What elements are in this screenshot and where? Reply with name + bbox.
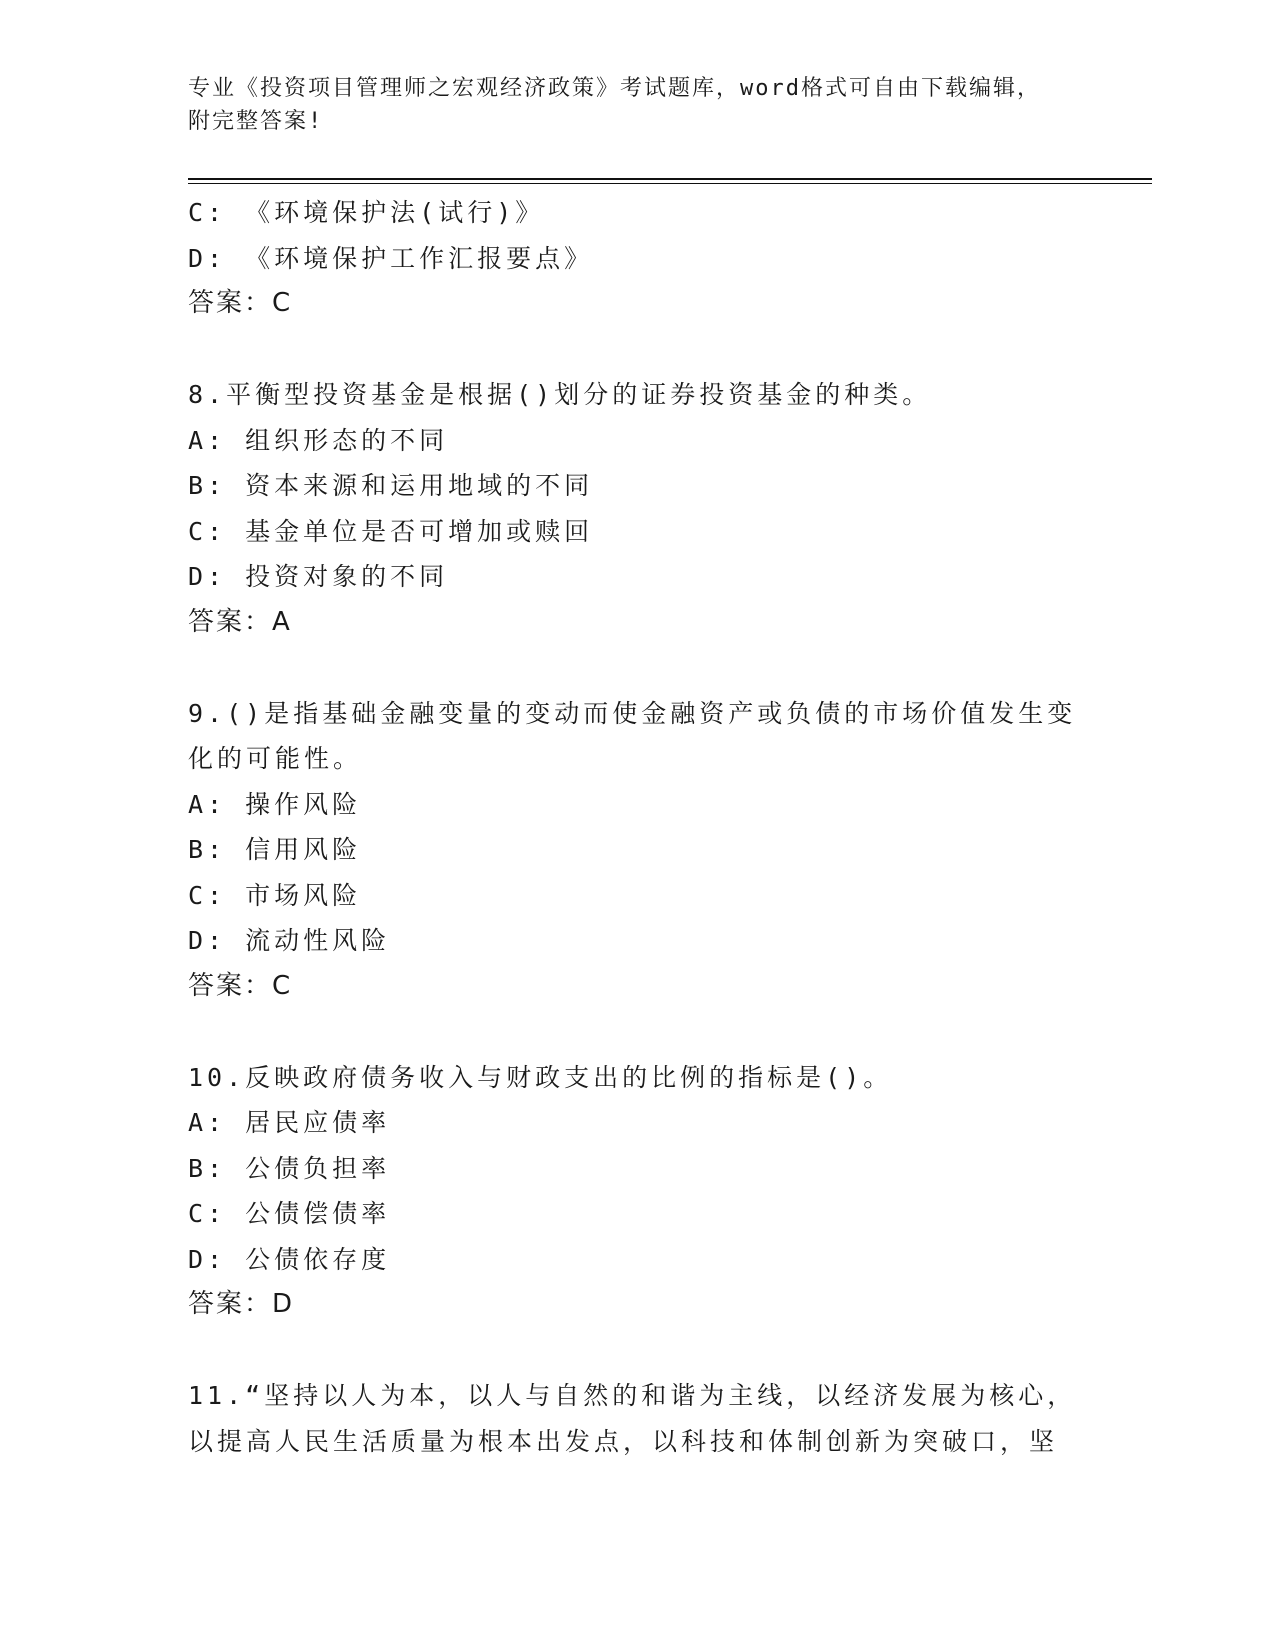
option-a: A: 操作风险 xyxy=(188,789,362,819)
option-a: A: 居民应债率 xyxy=(188,1108,391,1137)
document-header xyxy=(188,72,1088,138)
option-c: C: 市场风险 xyxy=(188,880,362,910)
option-b: B: 信用风险 xyxy=(188,835,362,864)
question-stem: 8.平衡型投资基金是根据()划分的证券投资基金的种类。 xyxy=(188,380,932,409)
option-d: D: 公债依存度 xyxy=(188,1244,391,1274)
option-b: B: 公债负担率 xyxy=(188,1153,391,1183)
option-c: C: 基金单位是否可增加或赎回 xyxy=(188,516,594,546)
answer-line: 答案：A xyxy=(188,606,292,637)
spacer xyxy=(188,645,1088,691)
prev-question-tail xyxy=(188,190,1088,327)
document-body xyxy=(188,190,1088,1464)
question-stem-cont: 以提高人民生活质量为根本出发点，以科技和体制创新为突破口，坚 xyxy=(188,1426,1059,1456)
option-c: C: 公债偿债率 xyxy=(188,1199,391,1228)
option-c: C: 《环境保护法(试行)》 xyxy=(188,198,545,227)
answer-line: 答案：D xyxy=(188,1289,295,1319)
header-line-1: 专业《投资项目管理师之宏观经济政策》考试题库，word格式可自由下载编辑， xyxy=(188,76,1041,101)
option-a: A: 组织形态的不同 xyxy=(188,425,449,455)
question-8 xyxy=(188,372,1088,645)
header-divider-thin xyxy=(188,183,1152,184)
option-d: D: 投资对象的不同 xyxy=(188,562,449,591)
question-stem: 9.()是指基础金融变量的变动而使金融资产或负债的市场价值发生变 xyxy=(188,698,1077,728)
answer-line: 答案：C xyxy=(188,970,293,1001)
spacer xyxy=(188,1009,1088,1055)
question-9 xyxy=(188,691,1088,1010)
question-stem: 11.“坚持以人为本，以人与自然的和谐为主线，以经济发展为核心， xyxy=(188,1381,1077,1410)
question-stem-cont: 化的可能性。 xyxy=(188,744,363,773)
option-d: D: 《环境保护工作汇报要点》 xyxy=(188,243,594,273)
header-line-2: 附完整答案! xyxy=(188,109,324,134)
question-11 xyxy=(188,1373,1088,1464)
header-divider-thick xyxy=(188,178,1152,180)
question-10 xyxy=(188,1055,1088,1328)
option-b: B: 资本来源和运用地域的不同 xyxy=(188,471,594,500)
spacer xyxy=(188,327,1088,373)
option-d: D: 流动性风险 xyxy=(188,926,391,955)
answer-line: 答案：C xyxy=(188,288,293,318)
spacer xyxy=(188,1328,1088,1374)
question-stem: 10.反映政府债务收入与财政支出的比例的指标是()。 xyxy=(188,1062,893,1092)
